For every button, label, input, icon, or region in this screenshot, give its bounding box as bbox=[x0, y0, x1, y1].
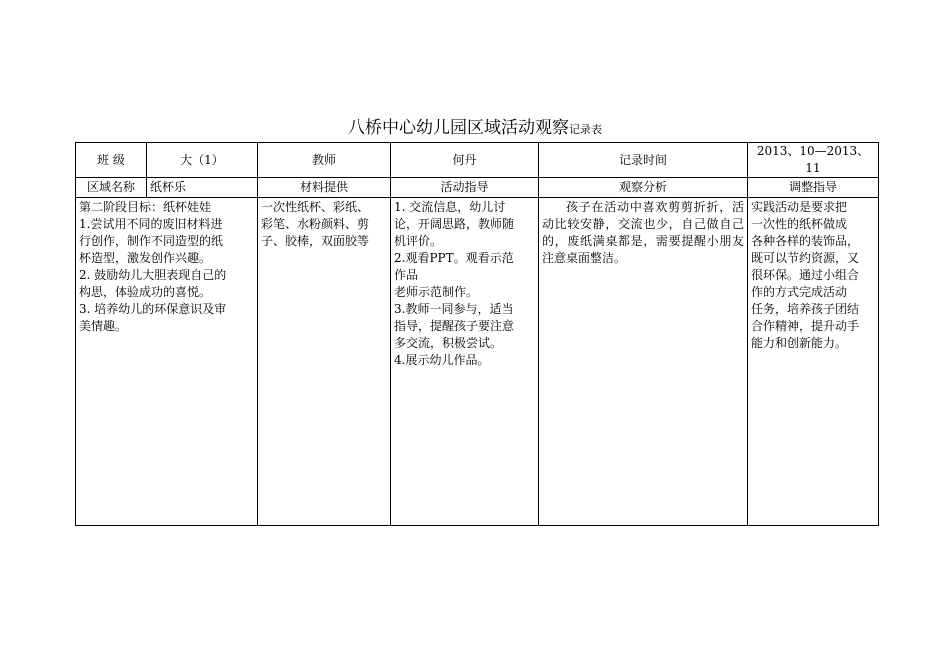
materials-line: 子、胶棒，双面胶等 bbox=[261, 234, 370, 248]
adjust-line: 合作精神，提升动手 bbox=[751, 319, 860, 333]
class-label-cell: 班 级 bbox=[76, 143, 147, 178]
adjust-line: 很环保。通过小组合 bbox=[751, 268, 860, 282]
observation-table bbox=[75, 142, 879, 526]
table-row-class-info bbox=[76, 143, 879, 178]
area-name-value-cell: 纸杯乐 bbox=[147, 178, 258, 198]
table-row-headers bbox=[76, 178, 879, 198]
materials-cell bbox=[258, 198, 391, 526]
adjust-line: 各种各样的装饰品， bbox=[751, 234, 860, 248]
area-name-label-cell: 区域名称 bbox=[76, 178, 147, 198]
table-row-content bbox=[76, 198, 879, 526]
goal-line: 杯造型，激发创作兴趣。 bbox=[79, 251, 212, 265]
adjust-line: 既可以节约资源，又 bbox=[751, 251, 860, 265]
guidance-line: 论，开阔思路，教师随 bbox=[394, 217, 515, 231]
title-main: 八桥中心幼儿园区域活动观察 bbox=[348, 118, 569, 138]
guidance-line: 机评价。 bbox=[394, 234, 443, 248]
analysis-text: 孩子在活动中喜欢剪剪折折，活动比较安静，交流也少，自己做自己的，废纸满桌都是，需要提醒小朋友注意桌面整洁。 bbox=[542, 200, 744, 265]
guidance-line: 2.观看PPT。观看示范 bbox=[394, 251, 514, 265]
record-time-label-cell: 记录时间 bbox=[539, 143, 748, 178]
document-title bbox=[0, 113, 950, 138]
adjust-line: 能力和创新能力。 bbox=[751, 336, 848, 350]
record-time-value-cell: 2013、10—2013、11 bbox=[748, 143, 879, 178]
guidance-line: 1. 交流信息，幼儿讨 bbox=[394, 200, 506, 214]
materials-line: 彩笔、水粉颜料、剪 bbox=[261, 217, 370, 231]
goal-line: 2. 鼓励幼儿大胆表现自己的 bbox=[79, 268, 227, 282]
goal-line: 行创作，制作不同造型的纸 bbox=[79, 234, 224, 248]
goal-line: 美情趣。 bbox=[79, 319, 128, 333]
analysis-header-cell: 观察分析 bbox=[539, 178, 748, 198]
guidance-line: 4.展示幼儿作品。 bbox=[394, 353, 490, 367]
adjust-line: 一次性的纸杯做成 bbox=[751, 217, 848, 231]
guidance-line: 作品 bbox=[394, 268, 419, 282]
guidance-line: 老师示范制作。 bbox=[394, 285, 479, 299]
goal-line: 第二阶段目标：纸杯娃娃 bbox=[79, 200, 212, 214]
adjust-line: 作的方式完成活动 bbox=[751, 285, 848, 299]
goals-cell bbox=[76, 198, 258, 526]
adjust-header-cell: 调整指导 bbox=[748, 178, 879, 198]
adjust-line: 任务，培养孩子团结 bbox=[751, 302, 860, 316]
teacher-value-cell: 何丹 bbox=[391, 143, 539, 178]
adjust-cell bbox=[748, 198, 879, 526]
goal-line: 构思，体验成功的喜悦。 bbox=[79, 285, 212, 299]
class-value-cell: 大（1） bbox=[147, 143, 258, 178]
guidance-line: 多交流，积极尝试。 bbox=[394, 336, 503, 350]
title-suffix: 记录表 bbox=[569, 123, 602, 136]
adjust-line: 实践活动是要求把 bbox=[751, 200, 848, 214]
materials-header-cell: 材料提供 bbox=[258, 178, 391, 198]
guidance-header-cell: 活动指导 bbox=[391, 178, 539, 198]
goal-line: 1.尝试用不同的废旧材料进 bbox=[79, 217, 223, 231]
goal-line: 3. 培养幼儿的环保意识及审 bbox=[79, 302, 227, 316]
guidance-line: 3.教师一同参与，适当 bbox=[394, 302, 514, 316]
analysis-cell bbox=[539, 198, 748, 526]
guidance-cell bbox=[391, 198, 539, 526]
teacher-label-cell: 教师 bbox=[258, 143, 391, 178]
materials-line: 一次性纸杯、彩纸、 bbox=[261, 200, 370, 214]
guidance-line: 指导，提醒孩子要注意 bbox=[394, 319, 515, 333]
